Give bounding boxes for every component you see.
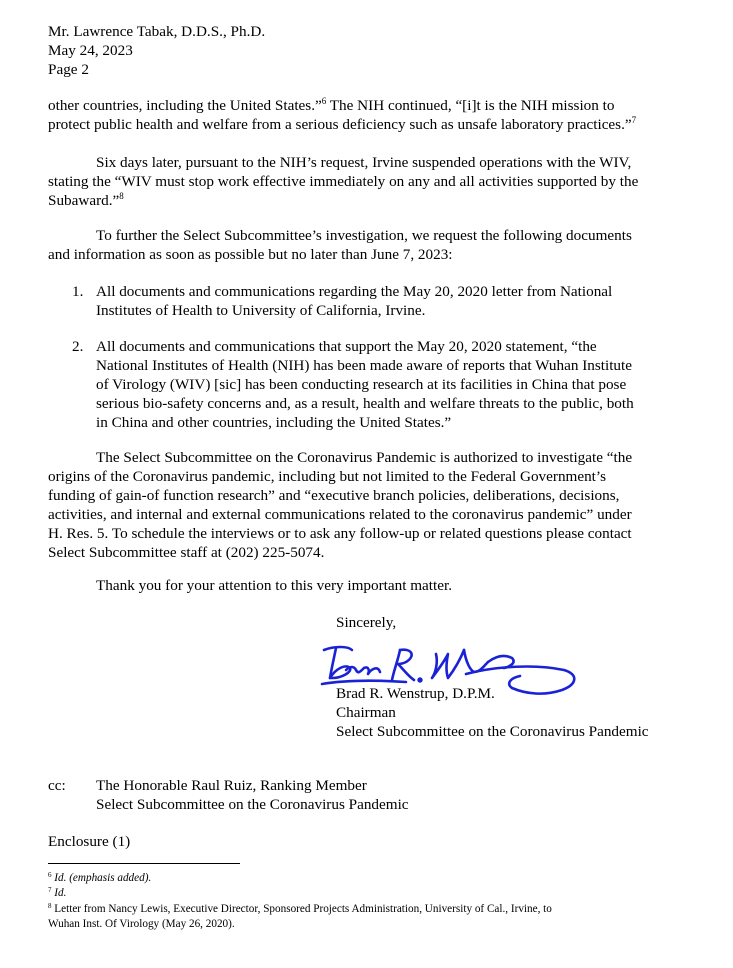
signer-committee: Select Subcommittee on the Coronavirus Pandemic [336,723,649,740]
footnote-7-number: 7 [48,886,52,894]
footnote-ref-6: 6 [321,96,327,106]
paragraph-4-line-5: H. Res. 5. To schedule the interviews or to ask any follow-up or related questions please contact [48,525,632,542]
signer-title: Chairman [336,704,396,721]
signer-name: Brad R. Wenstrup, D.P.M. [336,685,495,702]
footnote-6 [48,871,151,885]
paragraph-1-text-a: other countries, including the United States.” [48,97,322,114]
paragraph-1-line-2 [48,115,636,134]
paragraph-3-line-2: and information as soon as possible but no later than June 7, 2023: [48,246,453,263]
footnote-8 [48,902,552,916]
list-item-1-line-2: Institutes of Health to University of California, Irvine. [96,302,426,319]
footnote-8-number: 8 [48,902,52,910]
list-item-2-line-3: of Virology (WIV) [sic] has been conducting research at its facilities in China that pose [96,376,627,393]
footnote-8-text-line-1: Letter from Nancy Lewis, Executive Director, Sponsored Projects Administration, University of Cal., Irvine, to [54,903,552,915]
paragraph-1-line-1 [48,96,614,115]
enclosure-note: Enclosure (1) [48,833,131,850]
paragraph-4-line-2: origins of the Coronavirus pandemic, including but not limited to the Federal Government’s [48,468,607,485]
recipient-name: Mr. Lawrence Tabak, D.D.S., Ph.D. [48,23,266,40]
footnote-7 [48,886,66,900]
footnote-divider [48,863,240,864]
footnote-ref-8: 8 [119,191,124,201]
list-item-1-number: 1. [72,283,84,300]
paragraph-1-text-c: protect public health and welfare from a serious deficiency such as unsafe laboratory practices.” [48,116,632,133]
cc-label: cc: [48,777,66,794]
list-item-2-line-5: in China and other countries, including the United States.” [96,414,452,431]
paragraph-2-text: Subaward.” [48,192,120,209]
list-item-1-line-1: All documents and communications regarding the May 20, 2020 letter from National [96,283,613,300]
paragraph-4-line-4: activities, and internal and external communications related to the coronavirus pandemic” under [48,506,632,523]
paragraph-2-line-1: Six days later, pursuant to the NIH’s request, Irvine suspended operations with the WIV, [96,154,632,171]
footnote-6-text: Id. (emphasis added). [54,872,152,884]
paragraph-4-line-3: funding of gain-of function research” and “executive branch policies, deliberations, decisions, [48,487,620,504]
list-item-2-line-4: serious bio-safety concerns and, as a result, health and welfare threats to the public, both [96,395,634,412]
paragraph-4-line-1: The Select Subcommittee on the Coronavirus Pandemic is authorized to investigate “the [96,449,633,466]
footnote-8-line-2: Wuhan Inst. Of Virology (May 26, 2020). [48,918,235,930]
list-item-2-line-2: National Institutes of Health (NIH) has been made aware of reports that Wuhan Institute [96,357,632,374]
footnote-6-number: 6 [48,871,52,879]
footnote-7-text: Id. [54,887,67,899]
paragraph-4-line-6: Select Subcommittee staff at (202) 225-5074. [48,544,325,561]
list-item-2-number: 2. [72,338,84,355]
paragraph-1-text-b: The NIH continued, “[i]t is the NIH mission to [326,97,615,114]
salutation: Sincerely, [336,614,397,631]
paragraph-2-line-2: stating the “WIV must stop work effective immediately on any and all activities supported by the [48,173,639,190]
letter-date: May 24, 2023 [48,42,133,59]
page-number: Page 2 [48,61,89,78]
paragraph-2-line-3 [48,191,124,210]
list-item-2-line-1: All documents and communications that support the May 20, 2020 statement, “the [96,338,597,355]
footnote-ref-7: 7 [631,115,637,125]
paragraph-3-line-1: To further the Select Subcommittee’s investigation, we request the following documents [96,227,632,244]
cc-line-2: Select Subcommittee on the Coronavirus Pandemic [96,796,409,813]
paragraph-5: Thank you for your attention to this very important matter. [96,577,452,594]
cc-line-1: The Honorable Raul Ruiz, Ranking Member [96,777,367,794]
